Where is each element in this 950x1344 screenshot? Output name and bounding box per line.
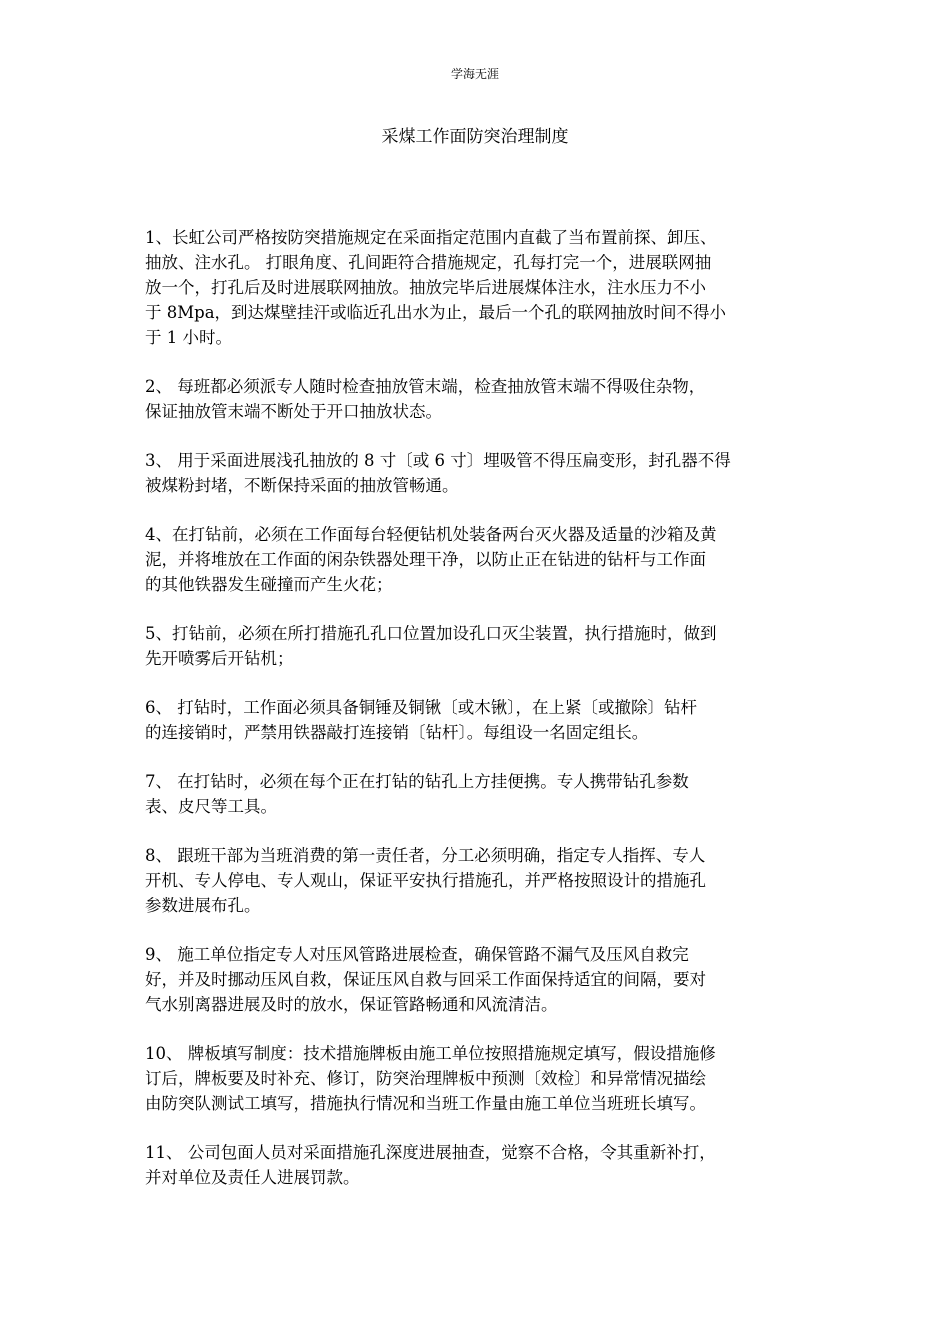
paragraph-2: 2、 每班都必须派专人随时检查抽放管末端，检查抽放管末端不得吸住杂物， 保证抽放管末端不断处于开口抽放状态。 xyxy=(145,377,706,421)
document-title: 采煤工作面防突治理制度 xyxy=(381,127,569,147)
page-header: 学海无涯 xyxy=(450,67,499,81)
paragraph-5: 5、打钻前，必须在所打措施孔孔口位置加设孔口灭尘装置，执行措施时，做到 先开喷雾后开钻机； xyxy=(145,624,717,668)
paragraph-7: 7、 在打钻时，必须在每个正在打钻的钻孔上方挂便携。专人携带钻孔参数 表、皮尺等工具。 xyxy=(145,772,689,816)
paragraph-9: 9、 施工单位指定专人对压风管路进展检查，确保管路不漏气及压风自救完 好，并及时挪动压风自救，保证压风自救与回采工作面保持适宜的间隔，要对 气水别离器进展及时的放水，保证管路畅通和风流清洁。 xyxy=(145,945,706,1014)
paragraph-4: 4、在打钻前，必须在工作面每台轻便钻机处装备两台灭火器及适量的沙箱及黄 泥，并将堆放在工作面的闲杂铁器处理干净，以防止正在钻进的钻杆与工作面 的其他铁器发生碰撞而产生火花； xyxy=(145,525,717,594)
paragraph-3: 3、 用于采面进展浅孔抽放的 8 寸〔或 6 寸〕埋吸管不得压扁变形，封孔器不得 被煤粉封堵，不断保持采面的抽放管畅通。 xyxy=(145,451,731,495)
paragraph-1: 1、长虹公司严格按防突措施规定在采面指定范围内直截了当布置前探、卸压、 抽放、注水孔。 打眼角度、孔间距符合措施规定，孔每打完一个，进展联网抽 放一个，打孔后及时进展联网抽放。抽放完毕后进展煤体注水，注水压力不小 于 8Mpa，到达煤壁挂汗或临近孔出水为止，最后一个孔的联网抽放时间不得小 于 1 小时。 xyxy=(145,228,727,347)
paragraph-8: 8、 跟班干部为当班消费的第一责任者，分工必须明确，指定专人指挥、专人 开机、专人停电、专人观山，保证平安执行措施孔，并严格按照设计的措施孔 参数进展布孔。 xyxy=(145,846,706,915)
paragraph-11: 11、 公司包面人员对采面措施孔深度进展抽查，觉察不合格，令其重新补打， 并对单位及责任人进展罚款。 xyxy=(145,1143,716,1187)
paragraph-10: 10、 牌板填写制度：技术措施牌板由施工单位按照措施规定填写，假设措施修 订后，牌板要及时补充、修订，防突治理牌板中预测〔效检〕和异常情况描绘 由防突队测试工填写，措施执行情况和当班工作量由施工单位当班班长填写。 xyxy=(145,1044,716,1113)
paragraph-6: 6、 打钻时，工作面必须具备铜锤及铜锹〔或木锹〕，在上紧〔或撤除〕钻杆 的连接销时，严禁用铁器敲打连接销〔钻杆〕。每组设一名固定组长。 xyxy=(145,698,697,742)
document-body xyxy=(145,225,809,1214)
